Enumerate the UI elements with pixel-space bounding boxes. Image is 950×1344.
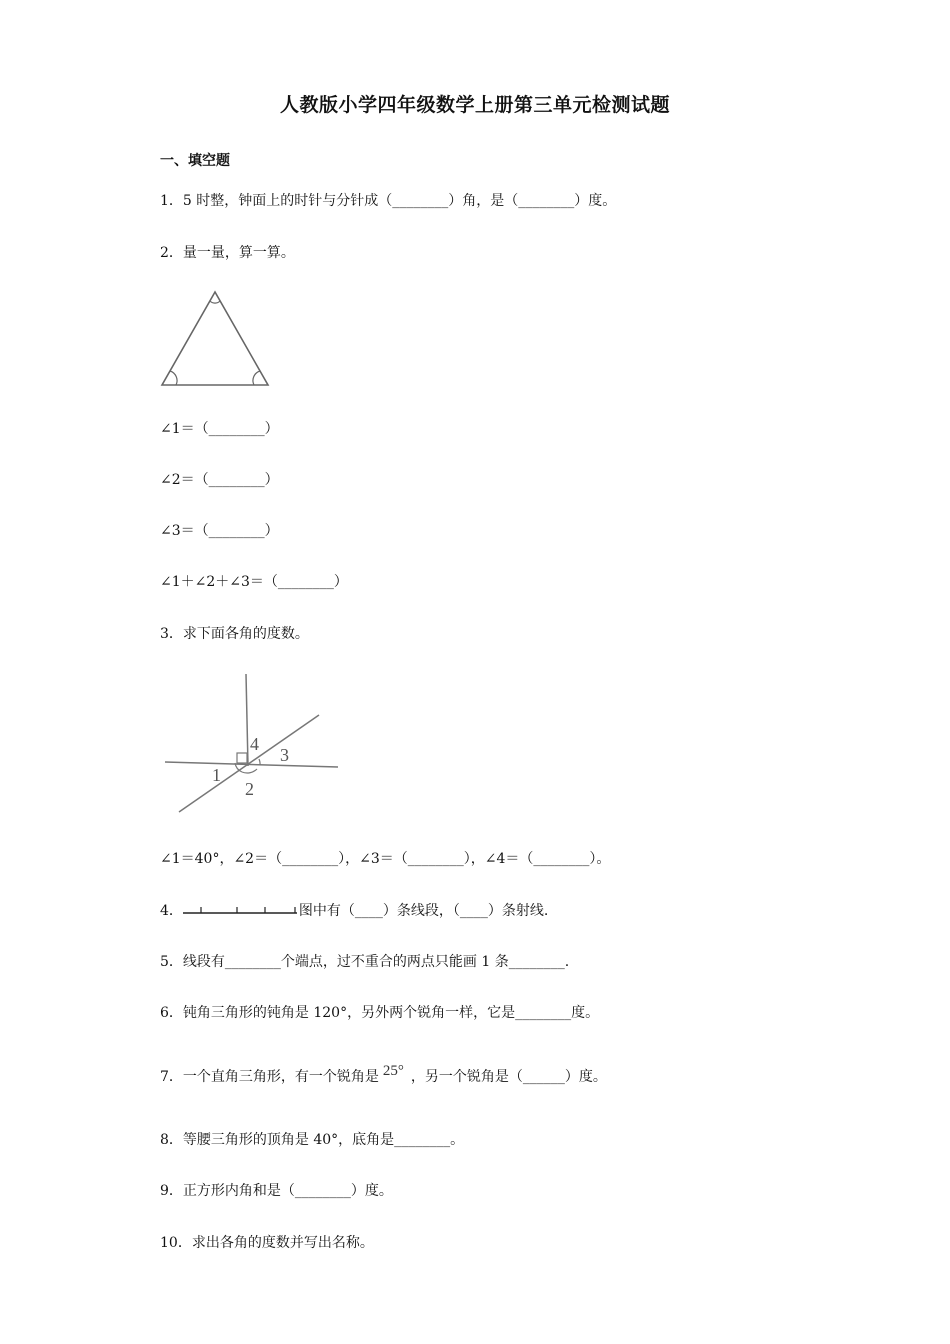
question-1: 1．5 时整，钟面上的时针与分针成（________）角，是（________）度。 xyxy=(160,193,617,209)
question-6: 6．钝角三角形的钝角是 120°，另外两个锐角一样，它是________度。 xyxy=(160,1005,600,1021)
question-4-suffix: 图中有（____）条线段，（____）条射线. xyxy=(298,903,549,919)
question-4-prefix: 4． xyxy=(160,903,183,919)
question-10: 10．求出各角的度数并写出名称。 xyxy=(160,1235,374,1251)
question-7-suffix: ，另一个锐角是（______）度。 xyxy=(410,1069,607,1085)
triangle-figure xyxy=(158,288,274,390)
segment-figure xyxy=(183,901,299,917)
question-2-angle-2: ∠2＝（________） xyxy=(160,472,279,488)
question-7 xyxy=(160,1063,607,1087)
angle-4-label: 4 xyxy=(250,734,259,754)
question-2: 2．量一量，算一算。 xyxy=(160,245,295,261)
question-9: 9．正方形内角和是（________）度。 xyxy=(160,1183,393,1199)
question-3: 3．求下面各角的度数。 xyxy=(160,626,309,642)
question-4 xyxy=(160,901,548,921)
question-7-prefix: 7．一个直角三角形，有一个锐角是 xyxy=(160,1069,379,1085)
angle-2-label: 2 xyxy=(245,779,254,799)
question-8: 8．等腰三角形的顶角是 40°，底角是________。 xyxy=(160,1132,465,1148)
question-2-angle-sum: ∠1＋∠2＋∠3＝（________） xyxy=(160,574,348,590)
angle-1-label: 1 xyxy=(212,765,221,785)
question-2-angle-1: ∠1＝（________） xyxy=(160,421,279,437)
question-7-angle: 25° xyxy=(382,1063,404,1079)
angle-3-label: 3 xyxy=(280,745,289,765)
section-title: 一、填空题 xyxy=(160,153,230,169)
intersecting-lines-figure xyxy=(162,668,344,818)
question-3-answer: ∠1＝40°，∠2＝（________），∠3＝（________），∠4＝（________）。 xyxy=(160,851,611,867)
document-title: 人教版小学四年级数学上册第三单元检测试题 xyxy=(279,94,670,116)
question-2-angle-3: ∠3＝（________） xyxy=(160,523,279,539)
question-5: 5．线段有________个端点，过不重合的两点只能画 1 条________. xyxy=(160,954,570,970)
